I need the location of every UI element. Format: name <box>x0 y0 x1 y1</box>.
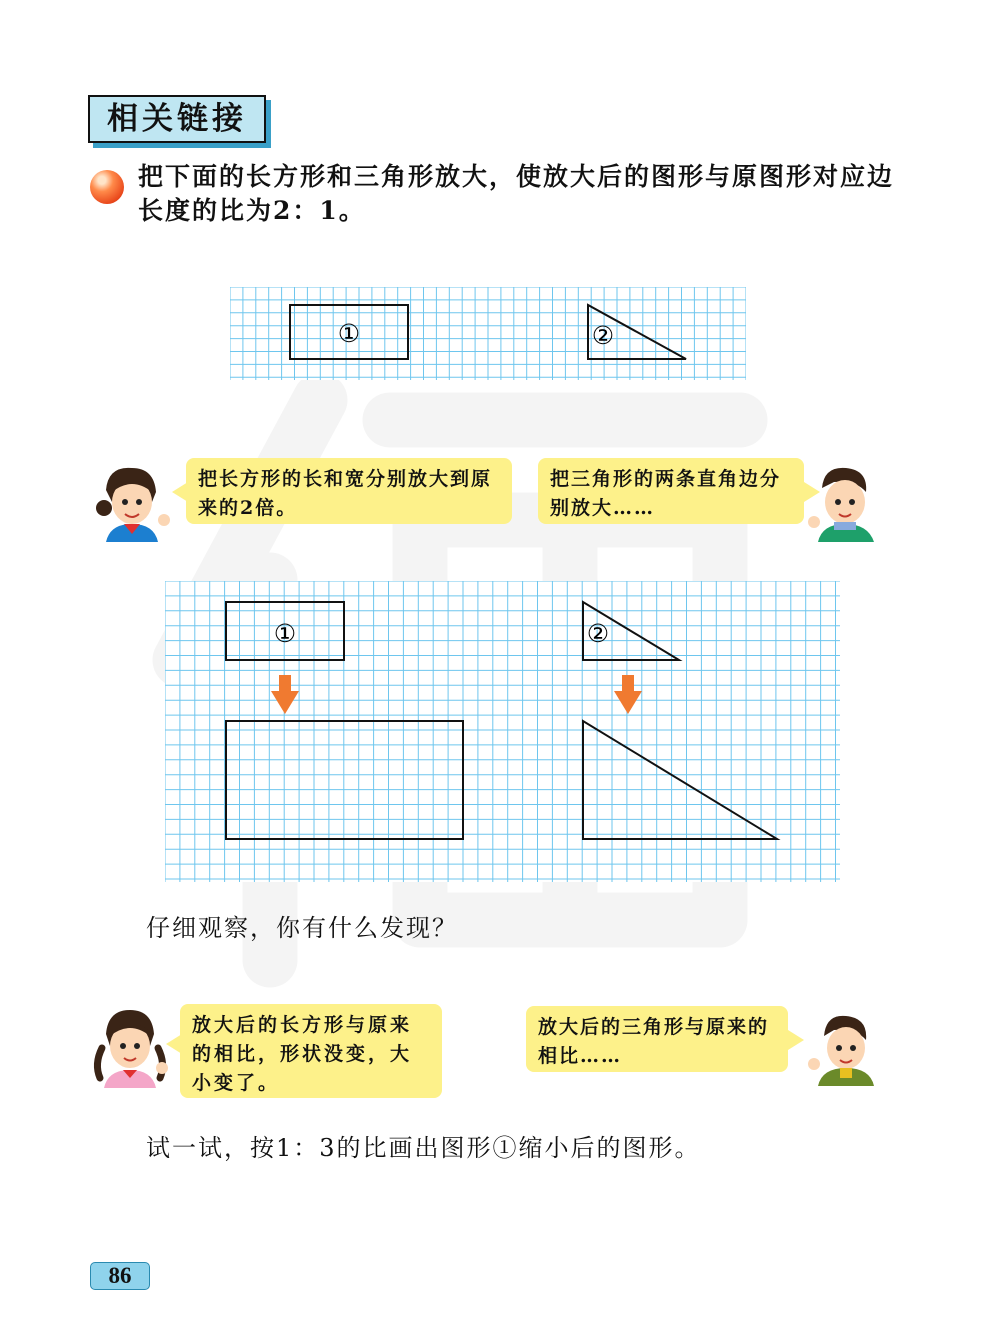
top-grid <box>230 287 746 380</box>
page-number: 86 <box>90 1262 150 1290</box>
boy-avatar <box>806 1010 882 1086</box>
observe-prompt: 仔细观察，你有什么发现？ <box>146 914 458 942</box>
speech-bubble-girl-1: 把长方形的长和宽分别放大到原来的2倍。 <box>186 458 512 524</box>
speech-bubble-boy-1: 把三角形的两条直角边分别放大…… <box>538 458 804 524</box>
bubble-tail <box>172 482 188 502</box>
section-header: 相关链接 <box>88 95 266 143</box>
task-text: 把下面的长方形和三角形放大，使放大后的图形与原图形对应边长度的比为2：1。 <box>138 162 895 225</box>
girl-avatar <box>92 462 172 542</box>
label-circle-2: ② <box>586 619 610 648</box>
boy-avatar <box>804 462 882 542</box>
try-prompt: 试一试，按1：3的比画出图形①缩小后的图形。 <box>146 1134 701 1162</box>
speech-bubble-girl-2: 放大后的长方形与原来的相比，形状没变，大小变了。 <box>180 1004 442 1098</box>
girl-avatar <box>90 1004 170 1088</box>
down-arrow-icon <box>271 675 299 714</box>
label-circle-2: ② <box>591 321 615 350</box>
label-circle-1: ① <box>273 619 297 648</box>
bubble-tail <box>788 1030 804 1050</box>
main-grid <box>165 581 840 882</box>
speech-bubble-boy-2: 放大后的三角形与原来的相比…… <box>526 1006 788 1072</box>
down-arrow-icon <box>614 675 642 714</box>
bullet-icon <box>90 170 124 204</box>
bubble-tail <box>166 1034 182 1054</box>
label-circle-1: ① <box>337 319 361 348</box>
enlarged-rectangle <box>226 721 463 839</box>
